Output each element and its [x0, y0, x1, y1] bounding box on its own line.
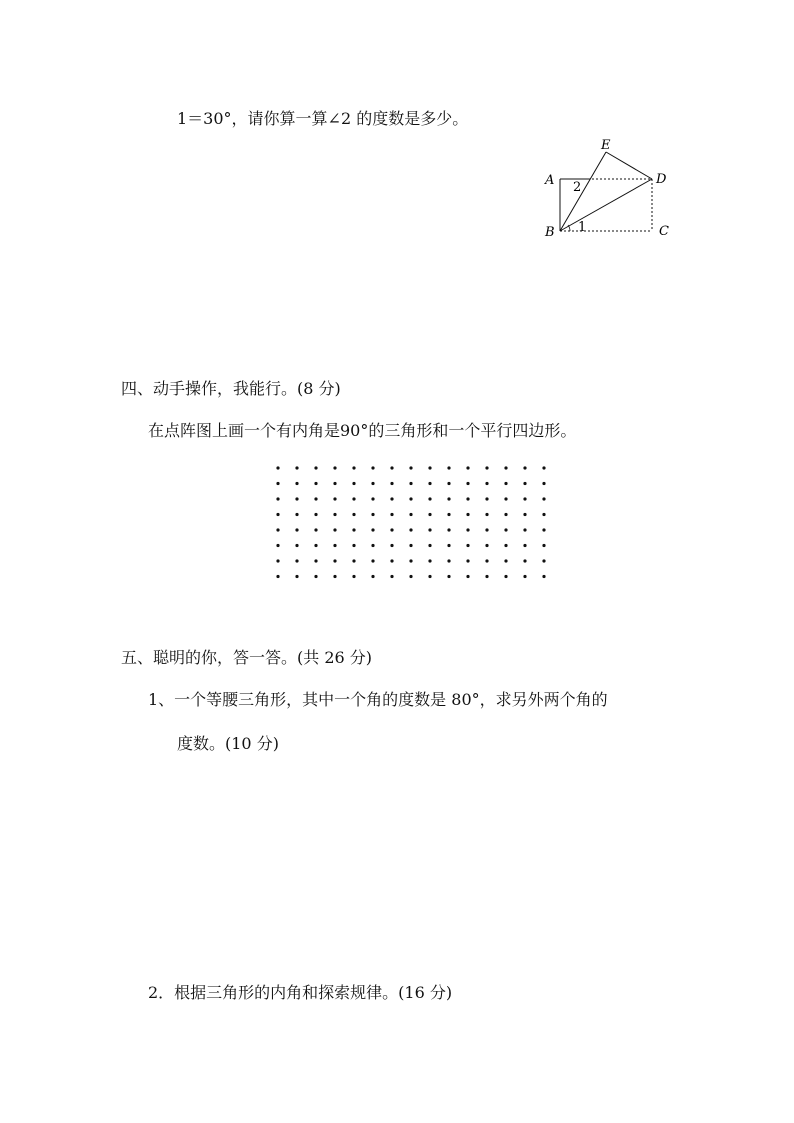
grid-dot	[295, 559, 298, 562]
grid-dot	[333, 466, 336, 469]
grid-dot	[409, 544, 412, 547]
grid-dot	[352, 497, 355, 500]
grid-dot	[428, 544, 431, 547]
grid-dot	[314, 482, 317, 485]
grid-dot	[485, 575, 488, 578]
grid-dot	[409, 575, 412, 578]
grid-dot	[314, 544, 317, 547]
grid-dot	[466, 544, 469, 547]
grid-dot	[276, 497, 279, 500]
grid-dot	[276, 575, 279, 578]
grid-dot	[333, 528, 336, 531]
grid-dot	[504, 482, 507, 485]
grid-dot	[276, 528, 279, 531]
grid-dot	[314, 497, 317, 500]
grid-dot	[371, 544, 374, 547]
grid-dot	[371, 513, 374, 516]
grid-dot	[447, 466, 450, 469]
grid-dot	[542, 544, 545, 547]
grid-dot	[523, 544, 526, 547]
grid-dot	[485, 544, 488, 547]
question-1-line-2: 度数。(10 分)	[177, 734, 279, 753]
grid-dot	[523, 497, 526, 500]
grid-dot	[485, 559, 488, 562]
grid-dot	[276, 482, 279, 485]
grid-dot	[333, 497, 336, 500]
grid-dot	[428, 559, 431, 562]
grid-dot	[409, 559, 412, 562]
question-2: 2．根据三角形的内角和探索规律。(16 分)	[148, 983, 453, 1002]
grid-dot	[428, 528, 431, 531]
label-a: A	[545, 173, 555, 188]
grid-dot	[466, 513, 469, 516]
grid-dot	[314, 513, 317, 516]
grid-dot	[466, 559, 469, 562]
grid-dot	[409, 482, 412, 485]
grid-dot	[295, 513, 298, 516]
grid-dot	[542, 466, 545, 469]
grid-dot	[504, 544, 507, 547]
grid-dot	[428, 497, 431, 500]
grid-dot	[276, 466, 279, 469]
grid-dot	[523, 513, 526, 516]
grid-dot	[314, 528, 317, 531]
section-four-heading: 四、动手操作，我能行。(8 分)	[121, 379, 341, 398]
label-d: D	[656, 172, 667, 187]
grid-dot	[390, 466, 393, 469]
grid-dot	[390, 497, 393, 500]
grid-dot	[314, 575, 317, 578]
grid-dot	[352, 575, 355, 578]
grid-dot	[314, 559, 317, 562]
grid-dot	[466, 497, 469, 500]
grid-dot	[504, 528, 507, 531]
grid-dot	[352, 559, 355, 562]
grid-dot	[428, 482, 431, 485]
grid-dot	[485, 513, 488, 516]
section-four-instruction: 在点阵图上画一个有内角是90°的三角形和一个平行四边形。	[148, 421, 577, 440]
grid-dot	[295, 544, 298, 547]
grid-dot	[390, 528, 393, 531]
label-b: B	[545, 225, 555, 240]
grid-dot	[485, 482, 488, 485]
grid-dot	[523, 528, 526, 531]
grid-dot	[352, 482, 355, 485]
grid-dot	[276, 559, 279, 562]
grid-dot	[466, 575, 469, 578]
grid-dot	[485, 497, 488, 500]
grid-dot	[371, 559, 374, 562]
edge-ed	[606, 152, 652, 179]
angle-label-1: 1	[578, 220, 587, 235]
grid-dot	[447, 575, 450, 578]
grid-dot	[504, 497, 507, 500]
grid-dot	[276, 513, 279, 516]
question-top-text: 1＝30°，请你算一算∠2 的度数是多少。	[177, 109, 469, 128]
grid-dot	[314, 466, 317, 469]
grid-dot	[390, 575, 393, 578]
grid-dot	[409, 528, 412, 531]
grid-dot	[371, 466, 374, 469]
grid-dot	[504, 575, 507, 578]
grid-dot	[447, 497, 450, 500]
grid-dot	[504, 466, 507, 469]
grid-dot	[295, 497, 298, 500]
grid-dot	[504, 513, 507, 516]
grid-dot	[447, 559, 450, 562]
grid-dot	[333, 575, 336, 578]
question-1-line-1: 1、一个等腰三角形，其中一个角的度数是 80°，求另外两个角的	[148, 690, 608, 709]
grid-dot	[295, 575, 298, 578]
grid-dot	[409, 466, 412, 469]
grid-dot	[295, 528, 298, 531]
grid-dot	[352, 513, 355, 516]
grid-dot	[485, 466, 488, 469]
grid-dot	[295, 466, 298, 469]
grid-dot	[542, 575, 545, 578]
grid-dot	[466, 528, 469, 531]
grid-dot	[542, 528, 545, 531]
grid-dot	[371, 497, 374, 500]
dot-grid[interactable]	[270, 461, 555, 586]
grid-dot	[333, 482, 336, 485]
grid-dot	[428, 575, 431, 578]
grid-dot	[542, 513, 545, 516]
grid-dot	[352, 528, 355, 531]
grid-dot	[542, 497, 545, 500]
grid-dot	[542, 482, 545, 485]
label-c: C	[659, 224, 669, 239]
grid-dot	[447, 513, 450, 516]
grid-dot	[276, 544, 279, 547]
angle-label-2: 2	[573, 180, 582, 195]
grid-dot	[352, 466, 355, 469]
grid-dot	[390, 559, 393, 562]
grid-dot	[447, 482, 450, 485]
grid-dot	[333, 544, 336, 547]
geometry-figure	[536, 133, 686, 243]
grid-dot	[447, 528, 450, 531]
grid-dot	[333, 513, 336, 516]
grid-dot	[466, 482, 469, 485]
grid-dot	[523, 466, 526, 469]
grid-dot	[371, 575, 374, 578]
grid-dot	[523, 559, 526, 562]
grid-dot	[523, 482, 526, 485]
grid-dot	[295, 482, 298, 485]
grid-dot	[371, 528, 374, 531]
grid-dot	[409, 497, 412, 500]
grid-dot	[371, 482, 374, 485]
grid-dot	[466, 466, 469, 469]
grid-dot	[504, 559, 507, 562]
grid-dot	[428, 466, 431, 469]
grid-dot	[485, 528, 488, 531]
grid-dot	[523, 575, 526, 578]
grid-dot	[409, 513, 412, 516]
section-five-heading: 五、聪明的你，答一答。(共 26 分)	[121, 648, 373, 667]
grid-dot	[390, 544, 393, 547]
grid-dot	[352, 544, 355, 547]
grid-dot	[428, 513, 431, 516]
grid-dot	[333, 559, 336, 562]
grid-dot	[447, 544, 450, 547]
grid-dot	[390, 513, 393, 516]
label-e: E	[601, 138, 611, 153]
grid-dot	[542, 559, 545, 562]
grid-dot	[390, 482, 393, 485]
